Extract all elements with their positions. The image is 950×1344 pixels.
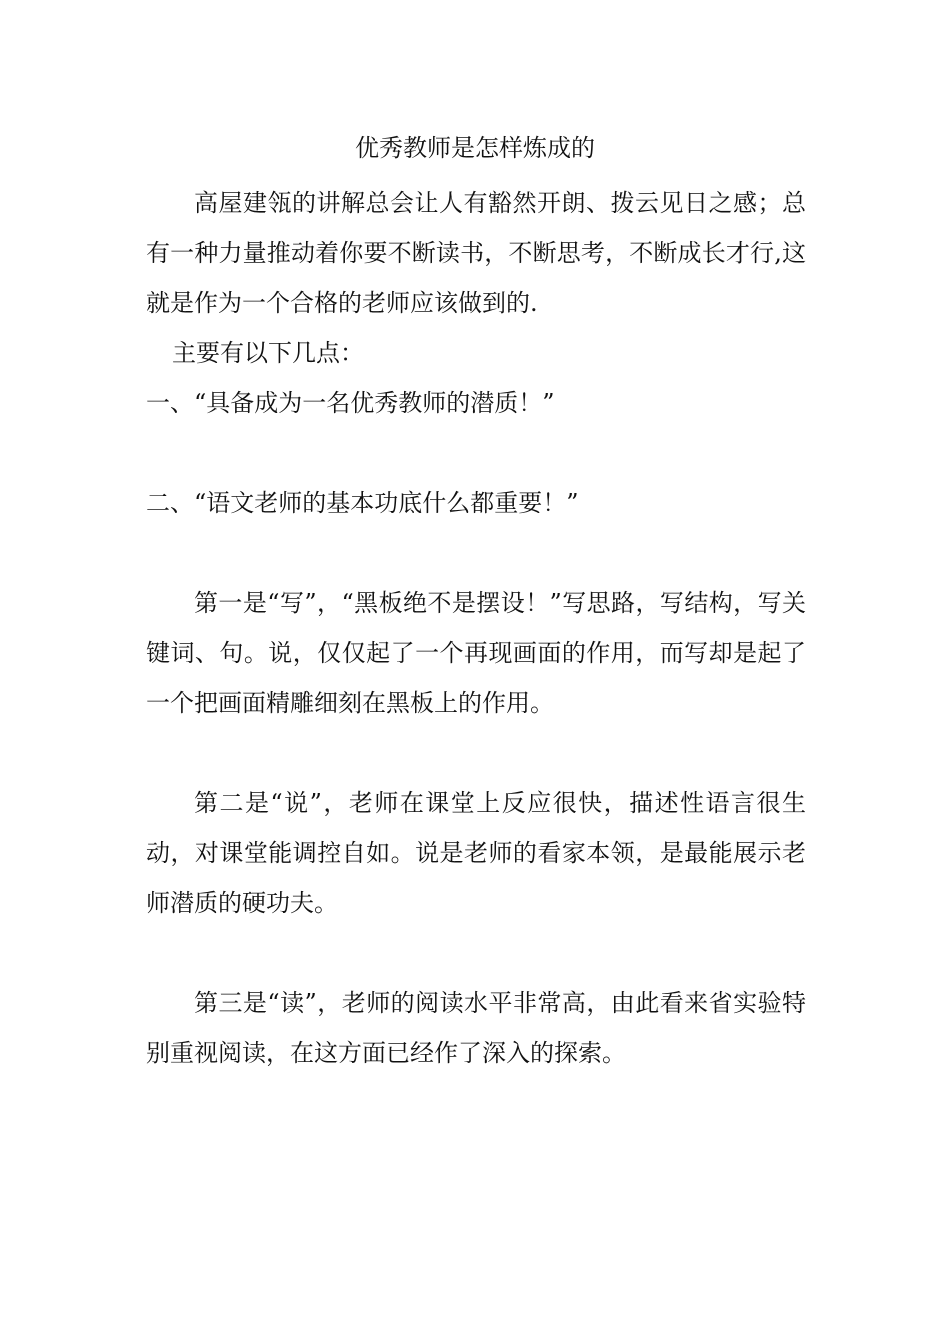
document-title: 优秀教师是怎样炼成的 — [355, 134, 595, 162]
intro-paragraph: 高屋建瓴的讲解总会让人有豁然开朗、拨云见日之感；总有一种力量推动着你要不断读书，不断思考，不断成长才行,这就是作为一个合格的老师应该做到的. — [146, 189, 806, 317]
speak-paragraph: 第二是“说”，老师在课堂上反应很快，描述性语言很生动，对课堂能调控自如。说是老师的看家本领，是最能展示老师潜质的硬功夫。 — [146, 789, 806, 917]
read-paragraph: 第三是“读”，老师的阅读水平非常高，由此看来省实验特别重视阅读，在这方面已经作了深入的探索。 — [146, 989, 806, 1067]
lead-line: 主要有以下几点： — [172, 339, 364, 367]
point-one-heading: 一、“具备成为一名优秀教师的潜质！” — [146, 389, 555, 417]
write-paragraph: 第一是“写”，“黑板绝不是摆设！”写思路，写结构，写关键词、句。说，仅仅起了一个再现画面的作用，而写却是起了一个把画面精雕细刻在黑板上的作用。 — [146, 589, 806, 717]
point-two-heading: 二、“语文老师的基本功底什么都重要！” — [146, 489, 579, 517]
